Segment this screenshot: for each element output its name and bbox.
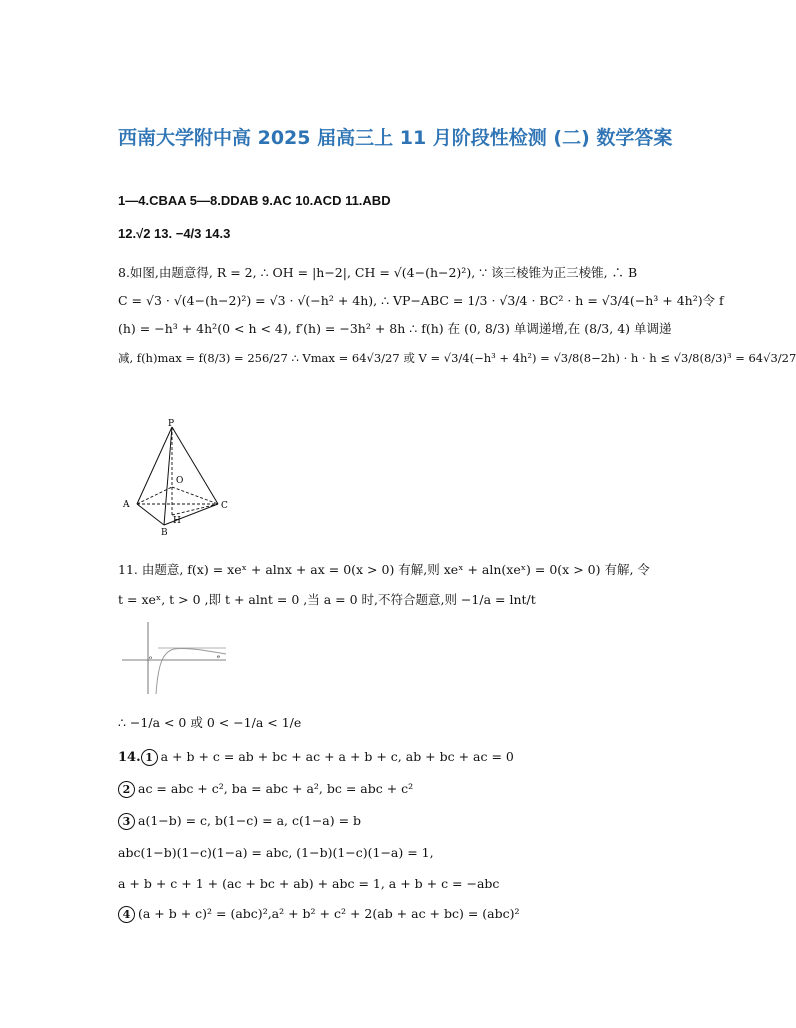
q8-line-2: C = √3 · √(4−(h−2)²) = √3 · √(−h² + 4h), ∴ VP−ABC = 1/3 · √3/4 · BC² · h = √3/4(−h³ + 4h²)令 f <box>118 293 724 308</box>
label-P: P <box>168 419 175 429</box>
q14-line-3 <box>118 813 361 830</box>
q8-line-3: (h) = −h³ + 4h²(0 < h < 4), f′(h) = −3h² + 8h ∴ f(h) 在 (0, 8/3) 单调递增,在 (8/3, 4) 单调递 <box>118 321 672 336</box>
q14-line-4: abc(1−b)(1−c)(1−a) = abc, (1−b)(1−c)(1−a) = 1, <box>118 845 434 860</box>
q14-line-5: a + b + c + 1 + (ac + bc + ab) + abc = 1, a + b + c = −abc <box>118 876 500 891</box>
circle-number-1: 1 <box>141 749 158 766</box>
q11-line-2: t = xeˣ, t > 0 ,即 t + alnt = 0 ,当 a = 0 时,不符合题意,则 −1/a = lnt/t <box>118 592 536 607</box>
label-H: H <box>173 516 181 526</box>
q14-line-6 <box>118 906 520 923</box>
q14-line-1 <box>118 749 514 766</box>
tetrahedron-figure <box>115 415 235 526</box>
line-OC <box>172 487 218 504</box>
q14-line-2 <box>118 781 413 798</box>
label-C: C <box>221 501 228 511</box>
edge-AB <box>137 504 164 525</box>
q8-line-4: 减, f(h)max = f(8/3) = 256/27 ∴ Vmax = 64√3/27 或 V = √3/4(−h³ + 4h²) = √3/8(8−2h) · h · h ≤ √3/8(8/3)³ = 64√3/27 <box>118 351 796 365</box>
q14-number: 14. <box>118 750 141 765</box>
curve-lnt-t <box>156 648 226 694</box>
e-label: e <box>217 654 220 660</box>
lnt-over-t-graph <box>118 618 230 696</box>
circle-number-4: 4 <box>118 906 135 923</box>
edge-PC <box>172 427 218 504</box>
q14-step-4: (a + b + c)² = (abc)²,a² + b² + c² + 2(ab + ac + bc) = (abc)² <box>138 906 520 921</box>
q14-step-3: a(1−b) = c, b(1−c) = a, c(1−a) = b <box>138 813 362 828</box>
page-title: 西南大学附中高 2025 届高三上 11 月阶段性检测 (二) 数学答案 <box>118 127 673 149</box>
answers-line-1: 1—4.CBAA 5—8.DDAB 9.AC 10.ACD 11.ABD <box>118 193 391 208</box>
circle-number-3: 3 <box>118 813 135 830</box>
label-A: A <box>123 500 130 510</box>
q8-line-1: 8.如图,由题意得, R = 2, ∴ OH = |h−2|, CH = √(4−(h−2)²), ∵ 该三棱锥为正三棱锥, ∴ B <box>118 265 638 280</box>
label-B: B <box>161 528 168 538</box>
q14-step-2: ac = abc + c², ba = abc + a², bc = abc + c² <box>138 781 414 796</box>
origin-label: o <box>149 655 153 661</box>
q14-step-1: a + b + c = ab + bc + ac + a + b + c, ab + bc + ac = 0 <box>160 749 514 764</box>
answers-line-2: 12.√2 13. −4/3 14.3 <box>118 226 231 241</box>
q11-conclusion: ∴ −1/a < 0 或 0 < −1/a < 1/e <box>118 715 302 730</box>
label-O: O <box>176 476 184 486</box>
q11-line-1: 11. 由题意, f(x) = xeˣ + alnx + ax = 0(x > 0) 有解,则 xeˣ + aln(xeˣ) = 0(x > 0) 有解, 令 <box>118 562 650 577</box>
circle-number-2: 2 <box>118 781 135 798</box>
